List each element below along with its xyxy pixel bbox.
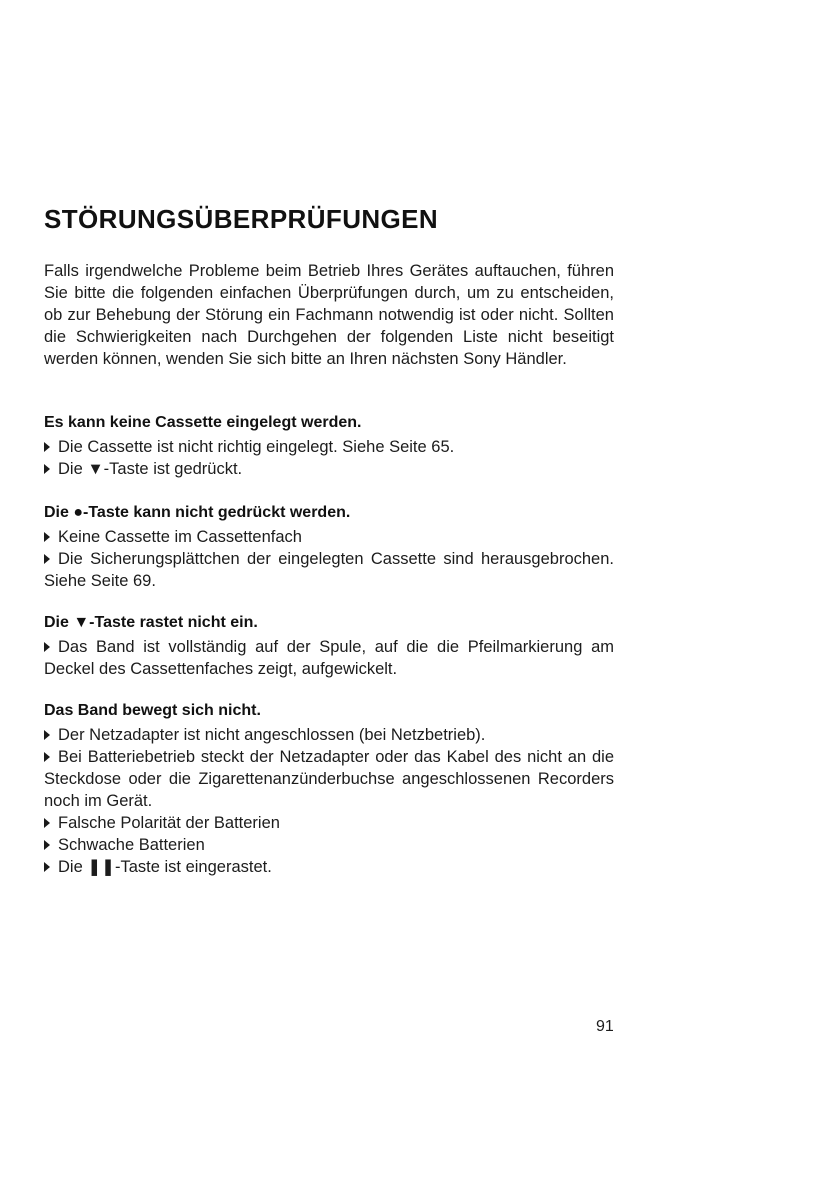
list-item-text: Die ❚❚-Taste ist eingerastet.: [58, 858, 272, 876]
list-item-text: Falsche Polarität der Batterien: [58, 814, 280, 832]
list-item-text: Schwache Batterien: [58, 836, 205, 854]
list-item: [44, 746, 614, 812]
bullet-icon: [44, 862, 50, 872]
bullet-icon: [44, 840, 50, 850]
section-cassette-insert: [44, 412, 614, 480]
section-tape-not-moving: [44, 700, 614, 878]
section-key-not-latching: [44, 612, 614, 680]
list-item-text: Bei Batteriebetrieb steckt der Netzadapter oder das Kabel des nicht an die Steckdose oder die Zigarettenanzünderbuchse angeschlossenen Recorders noch im Gerät.: [44, 748, 614, 810]
list-item: [44, 834, 614, 856]
list-item: [44, 436, 614, 458]
list-item: [44, 458, 614, 480]
list-item-text: Die ▼-Taste ist gedrückt.: [58, 460, 243, 478]
section-record-key: [44, 502, 614, 592]
list-item-text: Die Cassette ist nicht richtig eingelegt. Siehe Seite 65.: [58, 438, 455, 456]
page-number: 91: [596, 1018, 614, 1035]
list-item-text: Der Netzadapter ist nicht angeschlossen (bei Netzbetrieb).: [58, 726, 486, 744]
list-item-text: Das Band ist vollständig auf der Spule, auf die die Pfeilmarkierung am Deckel des Cassettenfaches zeigt, aufgewickelt.: [44, 638, 614, 678]
section-heading: Das Band bewegt sich nicht.: [44, 702, 261, 719]
list-item: [44, 724, 614, 746]
bullet-icon: [44, 730, 50, 740]
page-title: STÖRUNGSÜBERPRÜFUNGEN: [44, 204, 439, 234]
list-item-text: Die Sicherungsplättchen der eingelegten Cassette sind herausgebrochen. Siehe Seite 69.: [44, 550, 614, 590]
section-heading: Die ▼-Taste rastet nicht ein.: [44, 614, 258, 631]
intro-paragraph: Falls irgendwelche Probleme beim Betrieb Ihres Gerätes auftauchen, führen Sie bitte die folgenden einfachen Überprüfungen durch, um zu entscheiden, ob zur Behebung der Störung ein Fachmann notwendig ist oder nicht. Sollten die Schwierigkeiten nach Durchgehen der folgenden Liste nicht beseitigt werden können, wenden Sie sich bitte an Ihren nächsten Sony Händler.: [44, 262, 614, 368]
section-heading: Es kann keine Cassette eingelegt werden.: [44, 414, 362, 431]
list-item-text: Keine Cassette im Cassettenfach: [58, 528, 302, 546]
list-item: [44, 856, 614, 878]
bullet-icon: [44, 532, 50, 542]
list-item: [44, 812, 614, 834]
section-heading: Die ●-Taste kann nicht gedrückt werden.: [44, 504, 351, 521]
bullet-icon: [44, 642, 50, 652]
bullet-icon: [44, 464, 50, 474]
list-item: [44, 548, 614, 592]
bullet-icon: [44, 752, 50, 762]
list-item: [44, 526, 614, 548]
bullet-icon: [44, 554, 50, 564]
bullet-icon: [44, 442, 50, 452]
list-item: [44, 636, 614, 680]
bullet-icon: [44, 818, 50, 828]
